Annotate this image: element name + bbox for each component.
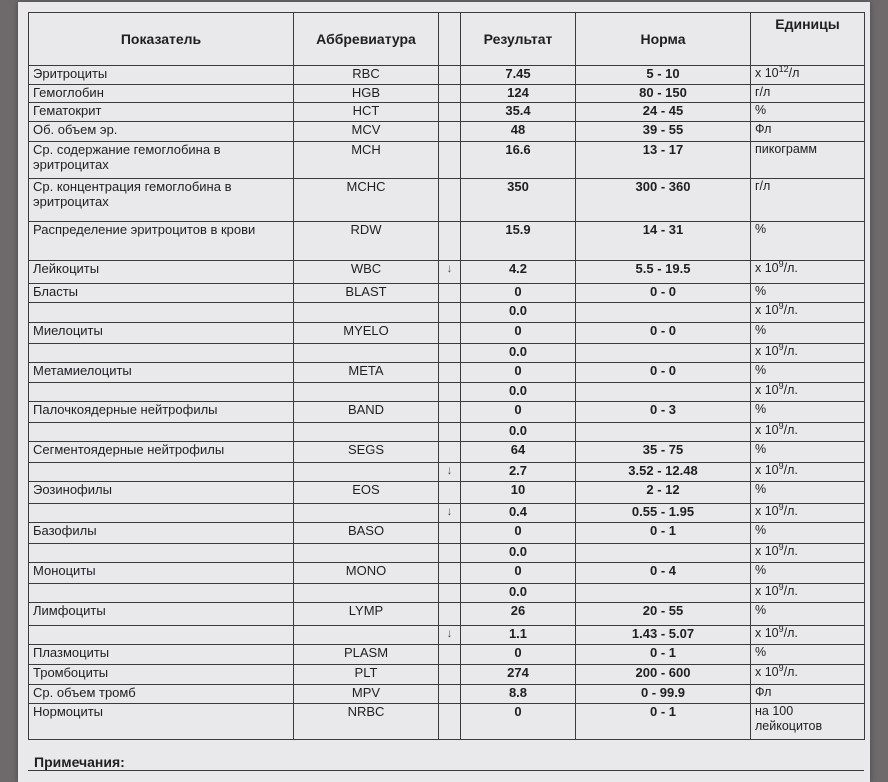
table-row — [29, 179, 865, 222]
param-abbr — [294, 544, 439, 563]
param-norm: 1.43 - 5.07 — [576, 626, 751, 645]
param-result: 0.0 — [461, 544, 576, 563]
unit-exponent: 9 — [778, 664, 784, 673]
param-unit — [751, 284, 865, 303]
param-abbr — [294, 423, 439, 442]
param-unit — [751, 482, 865, 504]
param-name: Ср. объем тромб — [29, 685, 294, 704]
param-unit — [751, 423, 865, 442]
lab-report-sheet — [18, 2, 870, 782]
param-abbr — [294, 303, 439, 323]
unit-text: Фл — [755, 122, 772, 136]
param-abbr: HGB — [294, 85, 439, 103]
param-name — [29, 504, 294, 523]
low-flag-icon — [439, 363, 461, 383]
param-abbr: LYMP — [294, 603, 439, 626]
param-unit — [751, 442, 865, 463]
param-result: 0.0 — [461, 383, 576, 402]
param-result: 350 — [461, 179, 576, 222]
param-name: Плазмоциты — [29, 645, 294, 665]
param-result: 0 — [461, 284, 576, 303]
param-result: 274 — [461, 665, 576, 685]
unit-exponent: 9 — [778, 382, 784, 391]
low-flag-icon — [439, 523, 461, 544]
param-result: 0.0 — [461, 344, 576, 363]
table-row — [29, 482, 865, 504]
param-name: Нормоциты — [29, 704, 294, 740]
unit-text: x 10 — [755, 66, 779, 80]
param-abbr: RBC — [294, 66, 439, 85]
low-flag-icon — [439, 482, 461, 504]
param-result: 0 — [461, 523, 576, 544]
low-flag-icon — [439, 222, 461, 261]
param-abbr: PLASM — [294, 645, 439, 665]
param-result: 0 — [461, 323, 576, 344]
param-unit — [751, 222, 865, 261]
unit-text: % — [755, 363, 767, 377]
param-abbr: EOS — [294, 482, 439, 504]
param-name — [29, 423, 294, 442]
table-row — [29, 284, 865, 303]
param-norm: 0 - 0 — [576, 363, 751, 383]
table-row — [29, 544, 865, 563]
table-row — [29, 383, 865, 402]
param-unit — [751, 103, 865, 122]
notes-divider — [28, 770, 864, 771]
unit-text: % — [755, 103, 767, 117]
unit-text: г/л — [755, 85, 771, 99]
param-result: 0 — [461, 704, 576, 740]
table-row — [29, 122, 865, 142]
unit-suffix: /л. — [783, 665, 798, 679]
low-flag-icon — [439, 423, 461, 442]
param-name: Тромбоциты — [29, 665, 294, 685]
param-unit — [751, 603, 865, 626]
header-name: Показатель — [29, 13, 294, 66]
unit-text: Фл — [755, 685, 772, 699]
param-name — [29, 344, 294, 363]
param-result: 48 — [461, 122, 576, 142]
table-row — [29, 303, 865, 323]
param-abbr — [294, 626, 439, 645]
table-row — [29, 504, 865, 523]
param-norm: 2 - 12 — [576, 482, 751, 504]
param-norm: 5 - 10 — [576, 66, 751, 85]
param-norm: 20 - 55 — [576, 603, 751, 626]
param-result: 7.45 — [461, 66, 576, 85]
low-flag-icon — [439, 584, 461, 603]
unit-suffix: /л. — [783, 303, 798, 317]
low-flag-icon: ↓ — [439, 463, 461, 482]
param-abbr: MPV — [294, 685, 439, 704]
table-row — [29, 344, 865, 363]
low-flag-icon — [439, 103, 461, 122]
low-flag-icon: ↓ — [439, 504, 461, 523]
unit-suffix: /л. — [783, 261, 798, 275]
unit-text: x 10 — [755, 665, 779, 679]
param-name: Миелоциты — [29, 323, 294, 344]
low-flag-icon — [439, 603, 461, 626]
unit-text: пикограмм — [755, 142, 817, 156]
param-result: 1.1 — [461, 626, 576, 645]
param-name: Ср. концентрация гемоглобина в эритроцитах — [29, 179, 294, 222]
param-unit — [751, 523, 865, 544]
unit-suffix: /л — [788, 66, 800, 80]
table-row — [29, 142, 865, 179]
unit-exponent: 9 — [778, 625, 784, 634]
unit-text: % — [755, 284, 767, 298]
low-flag-icon — [439, 66, 461, 85]
param-norm: 0 - 1 — [576, 704, 751, 740]
param-unit — [751, 383, 865, 402]
unit-text: x 10 — [755, 383, 779, 397]
param-name: Моноциты — [29, 563, 294, 584]
param-norm: 5.5 - 19.5 — [576, 261, 751, 284]
low-flag-icon — [439, 303, 461, 323]
table-row — [29, 103, 865, 122]
param-norm: 300 - 360 — [576, 179, 751, 222]
param-abbr: MCHC — [294, 179, 439, 222]
param-unit — [751, 363, 865, 383]
param-norm: 0 - 3 — [576, 402, 751, 423]
param-result: 2.7 — [461, 463, 576, 482]
table-row — [29, 442, 865, 463]
unit-suffix: /л. — [783, 423, 798, 437]
param-name: Эритроциты — [29, 66, 294, 85]
param-norm: 0 - 1 — [576, 645, 751, 665]
unit-text: % — [755, 323, 767, 337]
low-flag-icon — [439, 344, 461, 363]
low-flag-icon — [439, 402, 461, 423]
param-name: Сегментоядерные нейтрофилы — [29, 442, 294, 463]
param-unit — [751, 544, 865, 563]
unit-suffix: /л. — [783, 626, 798, 640]
param-result: 4.2 — [461, 261, 576, 284]
param-norm — [576, 383, 751, 402]
low-flag-icon — [439, 179, 461, 222]
param-norm: 24 - 45 — [576, 103, 751, 122]
low-flag-icon: ↓ — [439, 261, 461, 284]
table-row — [29, 523, 865, 544]
param-norm: 0 - 0 — [576, 323, 751, 344]
notes-label: Примечания: — [34, 754, 125, 770]
param-norm: 0 - 99.9 — [576, 685, 751, 704]
unit-text: x 10 — [755, 504, 779, 518]
param-unit — [751, 665, 865, 685]
param-abbr: MYELO — [294, 323, 439, 344]
table-row — [29, 402, 865, 423]
param-abbr: SEGS — [294, 442, 439, 463]
param-abbr: BLAST — [294, 284, 439, 303]
param-abbr — [294, 344, 439, 363]
param-norm — [576, 344, 751, 363]
unit-suffix: /л. — [783, 344, 798, 358]
low-flag-icon: ↓ — [439, 626, 461, 645]
unit-exponent: 9 — [778, 462, 784, 471]
param-unit — [751, 685, 865, 704]
param-result: 124 — [461, 85, 576, 103]
param-name — [29, 463, 294, 482]
param-unit — [751, 323, 865, 344]
unit-text: x 10 — [755, 544, 779, 558]
table-row — [29, 363, 865, 383]
param-norm: 0 - 1 — [576, 523, 751, 544]
param-norm — [576, 423, 751, 442]
param-unit — [751, 584, 865, 603]
low-flag-icon — [439, 442, 461, 463]
unit-suffix: /л. — [783, 504, 798, 518]
param-result: 35.4 — [461, 103, 576, 122]
table-row — [29, 66, 865, 85]
param-result: 16.6 — [461, 142, 576, 179]
param-abbr: MCV — [294, 122, 439, 142]
unit-text: % — [755, 222, 767, 236]
low-flag-icon — [439, 704, 461, 740]
param-norm: 0 - 0 — [576, 284, 751, 303]
header-flag — [439, 13, 461, 66]
header-abbr: Аббревиатура — [294, 13, 439, 66]
unit-exponent: 9 — [778, 302, 784, 311]
unit-suffix: /л. — [783, 383, 798, 397]
param-unit — [751, 303, 865, 323]
param-name: Лейкоциты — [29, 261, 294, 284]
unit-text: x 10 — [755, 261, 779, 275]
table-row — [29, 603, 865, 626]
param-abbr: PLT — [294, 665, 439, 685]
param-result: 0 — [461, 645, 576, 665]
param-abbr: MCH — [294, 142, 439, 179]
param-unit — [751, 179, 865, 222]
low-flag-icon — [439, 645, 461, 665]
unit-exponent: 12 — [778, 65, 789, 74]
param-norm — [576, 584, 751, 603]
param-result: 15.9 — [461, 222, 576, 261]
param-name: Гематокрит — [29, 103, 294, 122]
unit-exponent: 9 — [778, 260, 784, 269]
low-flag-icon — [439, 383, 461, 402]
param-unit — [751, 626, 865, 645]
param-abbr: BASO — [294, 523, 439, 544]
table-row — [29, 584, 865, 603]
unit-text: % — [755, 442, 767, 456]
unit-text: г/л — [755, 179, 771, 193]
param-norm — [576, 303, 751, 323]
unit-text: % — [755, 603, 767, 617]
param-result: 0.4 — [461, 504, 576, 523]
low-flag-icon — [439, 85, 461, 103]
table-row — [29, 704, 865, 740]
low-flag-icon — [439, 685, 461, 704]
param-unit — [751, 704, 865, 740]
param-name: Распределение эритроцитов в крови — [29, 222, 294, 261]
param-name: Лимфоциты — [29, 603, 294, 626]
unit-text: % — [755, 402, 767, 416]
param-abbr: HCT — [294, 103, 439, 122]
table-row — [29, 222, 865, 261]
unit-text: % — [755, 482, 767, 496]
header-norm: Норма — [576, 13, 751, 66]
param-abbr: MONO — [294, 563, 439, 584]
table-row — [29, 563, 865, 584]
param-name: Палочкоядерные нейтрофилы — [29, 402, 294, 423]
table-row — [29, 85, 865, 103]
table-body — [29, 66, 865, 740]
table-row — [29, 685, 865, 704]
param-result: 10 — [461, 482, 576, 504]
param-name: Бласты — [29, 284, 294, 303]
low-flag-icon — [439, 563, 461, 584]
param-norm: 14 - 31 — [576, 222, 751, 261]
table-row — [29, 665, 865, 685]
param-result: 8.8 — [461, 685, 576, 704]
param-name: Метамиелоциты — [29, 363, 294, 383]
param-name — [29, 303, 294, 323]
unit-text: на 100 лейкоцитов — [755, 704, 823, 733]
param-name: Базофилы — [29, 523, 294, 544]
table-row — [29, 323, 865, 344]
table-row — [29, 423, 865, 442]
param-result: 0.0 — [461, 303, 576, 323]
param-name: Ср. содержание гемоглобина в эритроцитах — [29, 142, 294, 179]
unit-text: % — [755, 523, 767, 537]
unit-text: x 10 — [755, 303, 779, 317]
param-result: 26 — [461, 603, 576, 626]
param-abbr — [294, 584, 439, 603]
param-unit — [751, 645, 865, 665]
unit-exponent: 9 — [778, 422, 784, 431]
param-abbr: RDW — [294, 222, 439, 261]
unit-text: x 10 — [755, 626, 779, 640]
param-name: Гемоглобин — [29, 85, 294, 103]
unit-suffix: /л. — [783, 463, 798, 477]
table-row — [29, 645, 865, 665]
param-norm: 35 - 75 — [576, 442, 751, 463]
param-result: 0 — [461, 402, 576, 423]
param-unit — [751, 402, 865, 423]
param-norm: 39 - 55 — [576, 122, 751, 142]
low-flag-icon — [439, 323, 461, 344]
unit-text: x 10 — [755, 423, 779, 437]
table-header-row — [29, 13, 865, 66]
unit-text: % — [755, 563, 767, 577]
param-unit — [751, 261, 865, 284]
param-norm: 0.55 - 1.95 — [576, 504, 751, 523]
low-flag-icon — [439, 142, 461, 179]
param-result: 0.0 — [461, 423, 576, 442]
param-name: Об. объем эр. — [29, 122, 294, 142]
param-result: 0 — [461, 363, 576, 383]
param-unit — [751, 66, 865, 85]
param-abbr — [294, 463, 439, 482]
param-norm: 0 - 4 — [576, 563, 751, 584]
param-unit — [751, 85, 865, 103]
param-result: 0.0 — [461, 584, 576, 603]
param-abbr: NRBC — [294, 704, 439, 740]
param-abbr — [294, 383, 439, 402]
low-flag-icon — [439, 544, 461, 563]
unit-exponent: 9 — [778, 543, 784, 552]
unit-exponent: 9 — [778, 503, 784, 512]
param-unit — [751, 504, 865, 523]
param-abbr: BAND — [294, 402, 439, 423]
table-row — [29, 261, 865, 284]
blood-test-table — [28, 12, 865, 740]
unit-suffix: /л. — [783, 584, 798, 598]
unit-text: % — [755, 645, 767, 659]
param-unit — [751, 344, 865, 363]
param-unit — [751, 563, 865, 584]
low-flag-icon — [439, 122, 461, 142]
param-norm — [576, 544, 751, 563]
param-result: 64 — [461, 442, 576, 463]
unit-text: x 10 — [755, 463, 779, 477]
param-norm: 200 - 600 — [576, 665, 751, 685]
table-row — [29, 626, 865, 645]
table-row — [29, 463, 865, 482]
param-name — [29, 626, 294, 645]
param-abbr: META — [294, 363, 439, 383]
param-result: 0 — [461, 563, 576, 584]
param-norm: 3.52 - 12.48 — [576, 463, 751, 482]
unit-exponent: 9 — [778, 343, 784, 352]
unit-text: x 10 — [755, 584, 779, 598]
param-unit — [751, 122, 865, 142]
low-flag-icon — [439, 665, 461, 685]
header-result: Результат — [461, 13, 576, 66]
param-name — [29, 584, 294, 603]
param-norm: 13 - 17 — [576, 142, 751, 179]
unit-exponent: 9 — [778, 583, 784, 592]
param-unit — [751, 142, 865, 179]
param-abbr — [294, 504, 439, 523]
param-abbr: WBC — [294, 261, 439, 284]
param-name — [29, 544, 294, 563]
unit-text: x 10 — [755, 344, 779, 358]
low-flag-icon — [439, 284, 461, 303]
unit-suffix: /л. — [783, 544, 798, 558]
param-name: Эозинофилы — [29, 482, 294, 504]
param-unit — [751, 463, 865, 482]
param-name — [29, 383, 294, 402]
header-units: Единицы — [751, 13, 865, 66]
param-norm: 80 - 150 — [576, 85, 751, 103]
